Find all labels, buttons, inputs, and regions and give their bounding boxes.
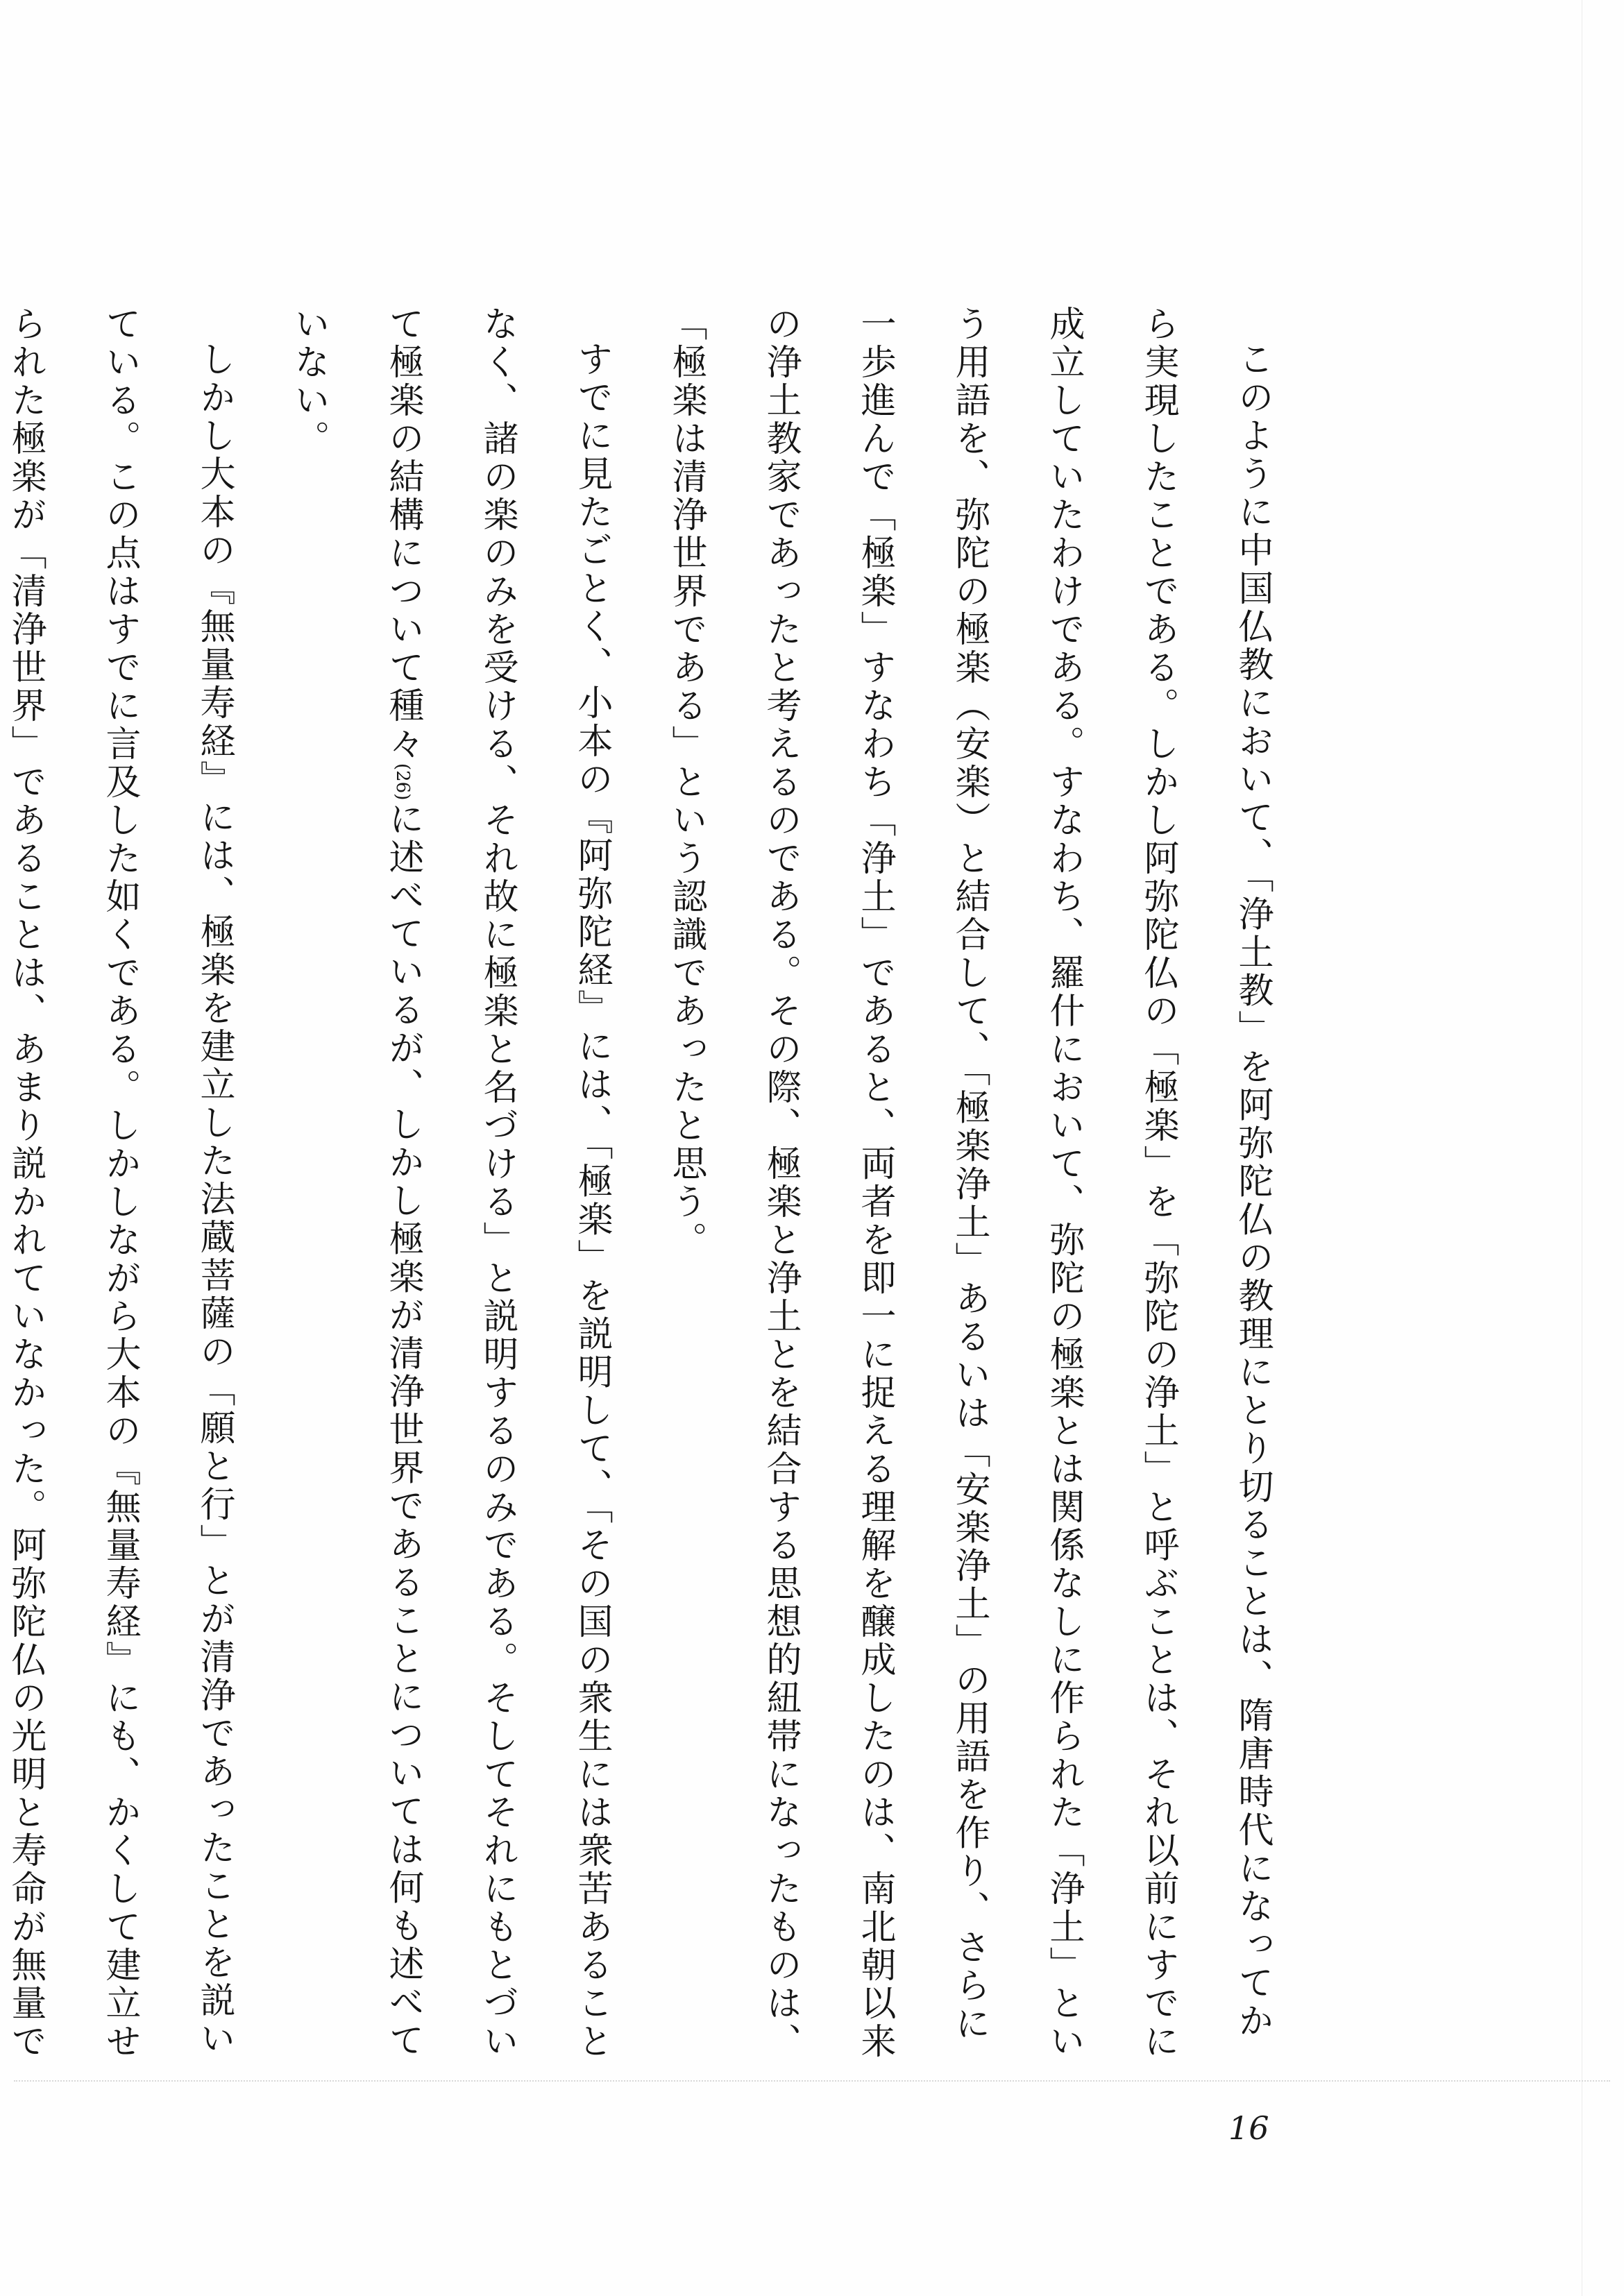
text-line: とである。しかし阿弥陀仏の「極楽」を「弥陀の浄土」と呼ぶことは、それ以前にすでに成立していたわけである。 (1043, 305, 1178, 2061)
page-number: 16 (1228, 2109, 1269, 2147)
paragraph-2 (261, 305, 638, 2075)
bottom-dotted-rule (14, 2080, 1610, 2082)
text-line: に述べているが、しかし極楽が清浄世界であることについては何も述べていない。 (288, 305, 423, 2060)
text-line: このように中国仏教において、「浄土教」を阿弥陀仏の教理にとり切ることは、隋唐時代になってから実現したこ (1137, 305, 1273, 2041)
vertical-text-body (0, 305, 1299, 2075)
text-line: のみを受ける、それ故に極楽と名づける」と説明するのみである。そしてそれにもとづいて極楽の結構について種々 (382, 305, 518, 2061)
text-line: すでに見たごとく、小本の『阿弥陀経』には、「極楽」を説明して、「その国の衆生には衆苦あることなく、諸の楽 (477, 305, 612, 2061)
footnote-marker: (26) (392, 763, 413, 801)
text-line: しかし大本の『無量寿経』には、極楽を建立した法蔵菩薩の「願と行」とが清浄であったことを説いている。この (99, 305, 235, 2058)
text-line: 「極楽浄土」あるいは「安楽浄土」の用語を作り、さらに一歩進んで「極楽」すなわち「浄土」であると、両者を即 (854, 305, 990, 2043)
paragraph-3 (0, 305, 261, 2075)
text-line: 一に捉える理解を醸成したのは、南北朝以来の浄土教家であったと考えるのである。その際、極楽と浄土とを結合す (760, 305, 895, 2061)
text-line: すなわち、羅什において、弥陀の極楽とは関係なしに作られた「浄土」という用語を、弥陀の極楽（安楽）と結合して、 (949, 305, 1084, 2061)
text-line: 点はすでに言及した如くである。しかしながら大本の『無量寿経』にも、かくして建立せられた極楽が「清浄世界」 (5, 305, 140, 2061)
text-line: る思想的紐帯になったものは、「極楽は清浄世界である」という認識であったと思う。 (666, 305, 801, 2061)
paragraph-1 (638, 305, 1299, 2075)
text-line: であることは、あまり説かれていなかった。阿弥陀仏の光明と寿命が無量で (5, 763, 46, 2061)
